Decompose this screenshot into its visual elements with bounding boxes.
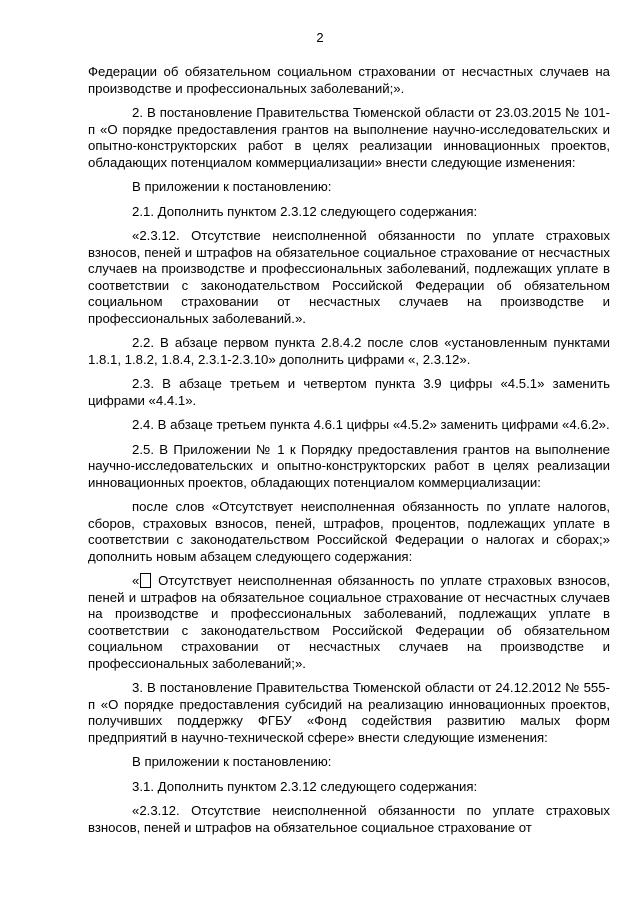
paragraph-after-words: после слов «Отсутствует неисполненная обязанность по уплате налогов, сборов, страховых взносов, пеней, штрафов, процентов, подлежащих уплате в соответствии с законодательством Российской Федерации о налогах и сборах;» дополнить новым абзацем следующего содержания: bbox=[88, 499, 610, 564]
new-clause-text: Отсутствует неисполненная обязанность по уплате страховых взносов, пеней и штрафов на обязательное социальное страхование от несчастных случаев на производстве и профессиональных заболеваний, подлежащих уплате в соответствии с законодательством Российской Федерации об обязательном социальном страховании от несчастных случаев на производстве и профессиональных заболеваний;». bbox=[88, 573, 610, 671]
page-number: 2 bbox=[316, 30, 324, 45]
paragraph-appendix-note: В приложении к постановлению: bbox=[132, 179, 332, 194]
paragraph-item-2: 2. В постановление Правительства Тюменской области от 23.03.2015 № 101-п «О порядке предоставления грантов на выполнение научно-исследовательских и опытно-конструкторских работ в целях реализации инновационных проектов, обладающих потенциалом коммерциализации» внести следующие изменения: bbox=[88, 105, 610, 170]
paragraph-item-3-1: 3.1. Дополнить пунктом 2.3.12 следующего содержания: bbox=[132, 778, 478, 794]
paragraph-item-3: 3. В постановление Правительства Тюменской области от 24.12.2012 № 555-п «О порядке предоставления субсидий на реализацию инновационных проектов, получивших поддержку ФГБУ «Фонд содействия развитию малых форм предприятий в научно-технической сфере» внести следующие изменения: bbox=[88, 680, 610, 745]
paragraph-item-2-4: 2.4. В абзаце третьем пункта 4.6.1 цифры «4.5.2» заменить цифрами «4.6.2». bbox=[132, 417, 610, 432]
paragraph-item-3-2-3-12-text: «2.3.12. Отсутствие неисполненной обязанности по уплате страховых взносов, пеней и штрафов на обязательное социальное страхование от bbox=[88, 803, 610, 835]
document-body bbox=[88, 64, 610, 844]
paragraph-item-2-3: 2.3. В абзаце третьем и четвертом пункта 3.9 цифры «4.5.1» заменить цифрами «4.4.1». bbox=[88, 376, 610, 408]
paragraph-item-2-5: 2.5. В Приложении № 1 к Порядку предоставления грантов на выполнение научно-исследовательских и опытно-конструкторских работ в целях реализации инновационных проектов, обладающих потенциалом коммерциализации: bbox=[88, 441, 610, 490]
paragraph-new-clause bbox=[88, 573, 610, 672]
paragraph-appendix-note-2: В приложении к постановлению: bbox=[132, 754, 332, 769]
paragraph-item-2-2: 2.2. В абзаце первом пункта 2.8.4.2 после слов «установленным пунктами 1.8.1, 1.8.2, 1.8.4, 2.3.1-2.3.10» дополнить цифрами «, 2.3.12». bbox=[88, 335, 610, 367]
paragraph-continuation: Федерации об обязательном социальном страховании от несчастных случаев на производстве и профессиональных заболеваний;». bbox=[88, 64, 610, 96]
open-quote: « bbox=[132, 573, 140, 588]
paragraph-item-2-3-12-text: «2.3.12. Отсутствие неисполненной обязанности по уплате страховых взносов, пеней и штрафов на обязательное социальное страхование от несчастных случаев на производстве и профессиональных заболеваний, подлежащих уплате в соответствии с законодательством Российской Федерации об обязательном социальном страховании от несчастных случаев на производстве и профессиональных заболеваний.». bbox=[88, 228, 610, 326]
placeholder-box bbox=[140, 573, 151, 588]
paragraph-item-2-1: 2.1. Дополнить пунктом 2.3.12 следующего содержания: bbox=[132, 203, 478, 219]
